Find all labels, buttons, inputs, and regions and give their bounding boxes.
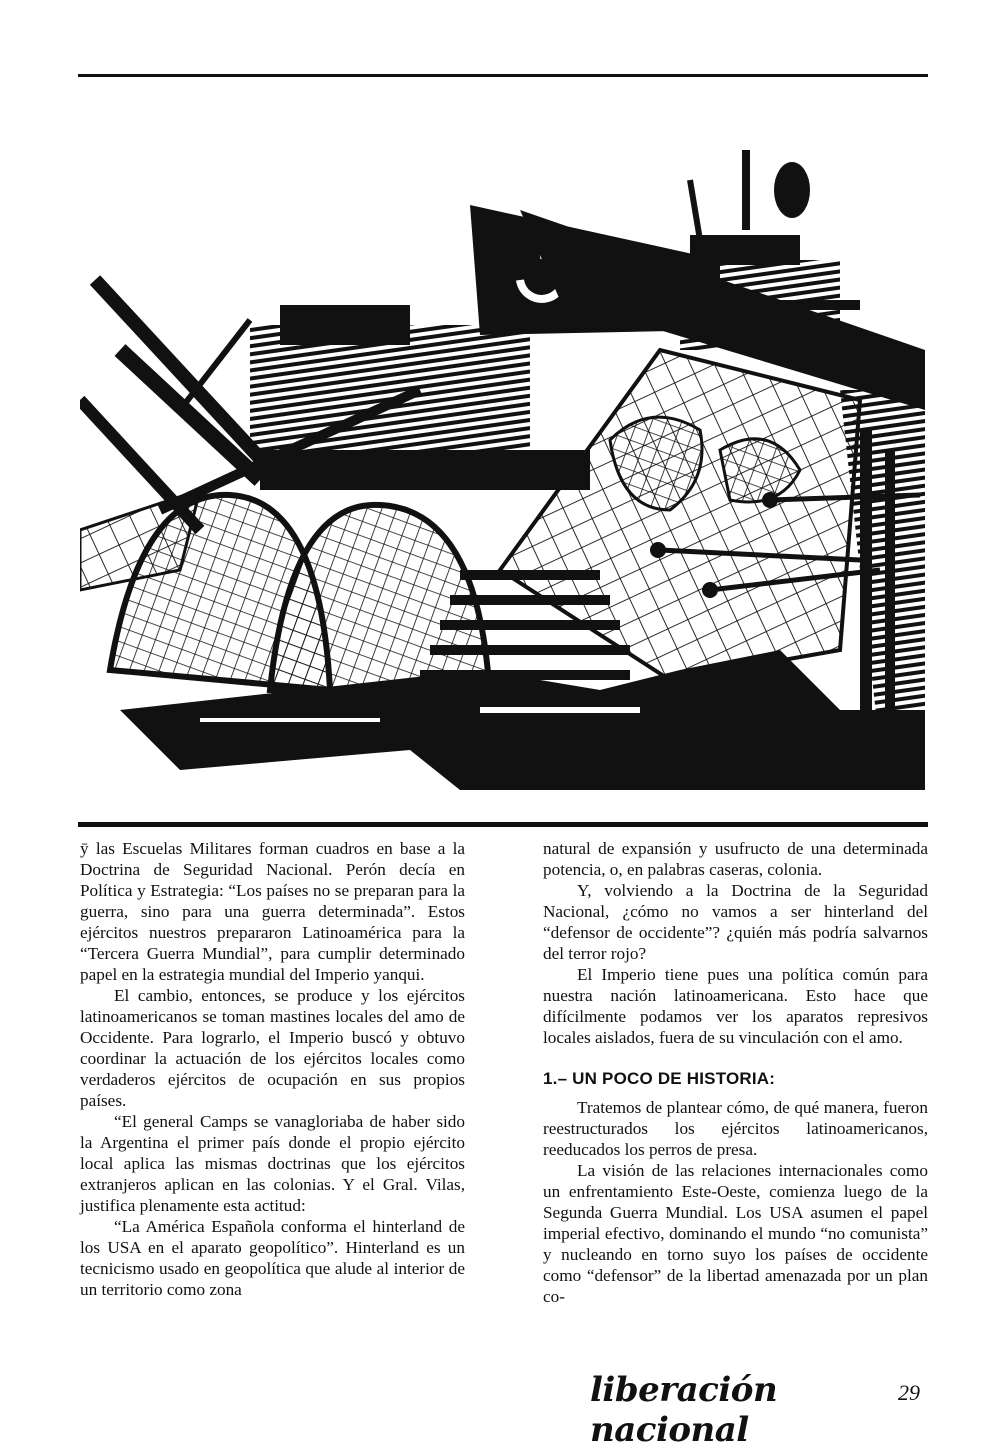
magazine-logo: liberación nacional	[590, 1370, 778, 1450]
paragraph: “La América Española conforma el hinterland de los USA en el aparato geopolítico”. Hinterland es un tecnicismo usado en geopolítica que alude al interior de un territorio como zona	[80, 1217, 465, 1299]
helmet-right	[270, 505, 490, 700]
right-text-column	[543, 838, 928, 1307]
paragraph: El Imperio tiene pues una política común para nuestra nación latinoamericana. Esto hace que difícilmente podamos ver los aparatos represivos locales aislados, fuera de su vinculación con el amo.	[543, 965, 928, 1047]
top-rule	[78, 74, 928, 77]
radar-dish	[774, 162, 810, 218]
paragraph: El cambio, entonces, se produce y los ejércitos latinoamericanos se toman mastines locales del amo de Occidente. Para lograrlo, el Imperio buscó y obtuvo coordinar la actuación de los ejércitos locales como verdaderos ejércitos de ocupación en sus propios países.	[80, 986, 465, 1110]
page-footer	[590, 1370, 930, 1450]
paragraph: ȳ las Escuelas Militares forman cuadros en base a la Doctrina de Seguridad Nacional. Perón decía en Política y Estrategia: “Los países no se preparan para la guerra, sino para una guerra determinada”. Estos ejércitos nuestros prepararon Latinoamérica para la “Tercera Guerra Mundial”, para cumplir determinado papel en la estrategia mundial del Imperio yanqui.	[80, 839, 465, 984]
paragraph: natural de expansión y usufructo de una determinada potencia, o, en palabras caseras, colonia.	[543, 839, 928, 879]
paragraph: Tratemos de plantear cómo, de qué manera, fueron reestructurados los ejércitos latinoamericanos, reeducados los perros de presa.	[543, 1098, 928, 1159]
globe-map	[500, 350, 860, 680]
mast	[742, 150, 750, 230]
left-text-column	[80, 838, 465, 1300]
paragraph: “El general Camps se vanagloriaba de haber sido la Argentina el primer país donde el propio ejército local aplica las mismas doctrinas que los ejércitos extranjeros aplican en las colonias. Y el Gral. Vilas, justifica plenamente esta actitud:	[80, 1112, 465, 1215]
section-rule	[78, 822, 928, 827]
military-illustration	[80, 150, 925, 790]
section-heading: 1.– UN POCO DE HISTORIA:	[543, 1069, 776, 1088]
paragraph: La visión de las relaciones internacionales como un enfrentamiento Este-Oeste, comienza luego de la Segunda Guerra Mundial. Los USA asumen el papel imperial efectivo, dominando el mundo “no comunista” y nucleando en torno suyo los países de occidente como “defensor” de la libertad amenazada por un plan co-	[543, 1161, 928, 1306]
paragraph: Y, volviendo a la Doctrina de la Seguridad Nacional, ¿cómo no vamos a ser hinterland del “defensor de occidente”? ¿quién más podría salvarnos del terror rojo?	[543, 881, 928, 963]
page-number: 29	[898, 1380, 920, 1405]
